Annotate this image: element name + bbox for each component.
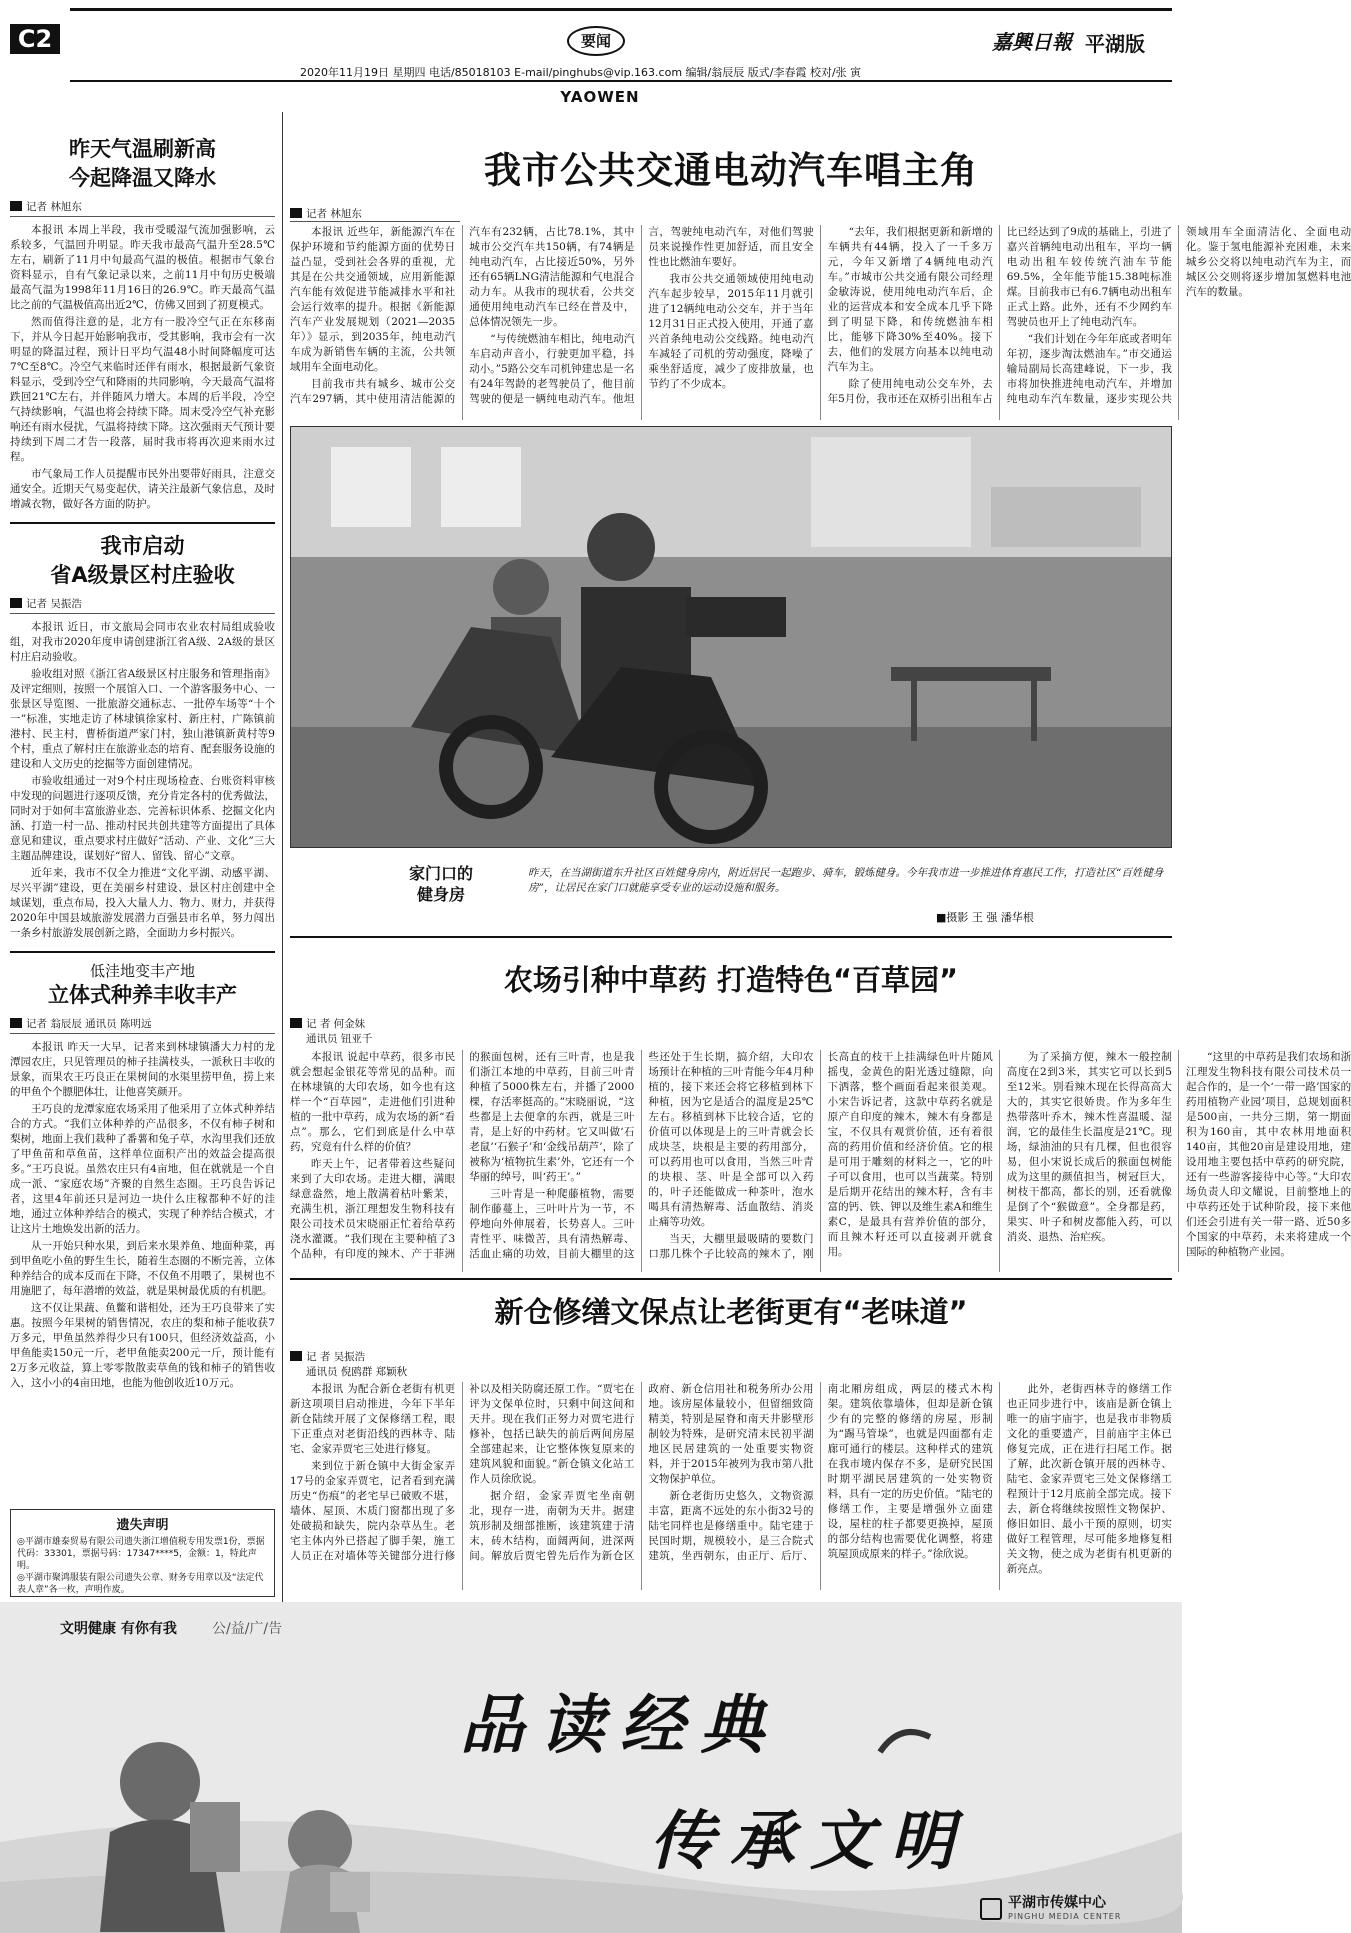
byline-marker-icon <box>290 1018 302 1028</box>
herb-para: 当天，大棚里最吸睛的要数门口那几株个子比较高的辣木了，刚长高直的枝干上挂满绿色叶片随风摇曳，金黄色的阳光透过缝隙，向下洒落，整个画面看起来很美观。小宋告诉记者，这款中草药名就是原产自印度的辣木，辣木有身都是宝，不仅具有观赏价值，还有着很高的药用价值和经济价值。它的根是可用于雕刻的材料之一，它的叶子可以食用，也可以当蔬菜。特别是后期开花结出的辣木籽，含有丰富的钙、铁、钾以及维生素A和维生素C，是最具有营养价值的部分，而且辣木籽还可以直接剥开就食用。 <box>648 1051 993 1260</box>
farm-kicker: 低洼地变丰产地 <box>89 962 195 980</box>
main-para: 目前我市共有城乡、城市公交汽车297辆，其中使用清洁能源的汽车有232辆，占比78.1%，其中城市公交汽车共150辆，有74辆是纯电动汽车，占比接近50%，另外还有65辆LNG清洁能源和气电混合动力车。从我市的现状看，公共交通使用纯电动汽车已经在普及中，总体情况领先一步。 <box>290 226 635 405</box>
notice-title: 遗失声明 <box>116 1518 169 1533</box>
top-rule <box>70 8 1172 11</box>
photo-caption: 昨天，在当湖街道东升社区百姓健身房内，附近居民一起跑步、骑车，锻炼健身。今年我市进一步推进体育惠民工作，打造社区“百姓健身房”，让居民在家门口就能享受专业的运动设施和服务。 <box>528 867 1164 894</box>
ad-illustration <box>0 1602 1182 1933</box>
main-para: “我们计划在今年年底或者明年年初，逐步淘汰燃油车。”市交通运输局副局长高建峰说，下一步，我市将加快推进纯电动汽车，并增加纯电动车汽车数量，逐步实现公共领域用车全面清洁化、全面电动化。鉴于氢电能源补充困难，未来城乡公交将以纯电动汽车为主，而城区公交则将逐步增加氢燃料电池汽车的数量。 <box>1006 226 1351 405</box>
village-para: 验收组对照《浙江省A级景区村庄服务和管理指南》及评定细则，按照一个展馆入口、一个游客服务中心、一张景区导览图、一批旅游交通标志、一批停车场等“十个一”标准，实地走访了林埭镇徐家村、新庄村，广陈镇前港村、民主村，曹桥街道严家门村，独山港镇新黄村等9个村，重点了解村庄在旅游业态的培育、配套服务设施的建设和人文历史的挖掘等方面创建情况。 <box>10 668 275 770</box>
herb-para: 为了采摘方便，辣木一般控制高度在2到3米，其实它可以长到5至12米。别看辣木现在长得高高大大的，其实它很娇贵。作为多年生热带落叶乔木，辣木性喜温暖、湿润，它的最佳生长温度是21℃。现场，绿油油的只有几棵，但也很容易，但小宋说长成后的猴面包树能成为这里的颜值担当，树冠巨大，树枝干都高，都长的别，还看就像是倒了个“猴做意”。全身都是药，果实、叶子和树皮都能入药，可以消炎、退热、治疟疾。 <box>1006 1051 1172 1243</box>
herb-para: 三叶青是一种爬藤植物，需要制作藤蔓上，三叶叶片为一节，不停地向外伸展着，长势喜人。三叶青性平、味微苦，具有清热解毒、活血止痛的功效，目前大棚里的这些还处于生长期，搞介绍，大印农场预计在种植的三叶青能今年4月种植的，接下来还会将它移植到林下种植，因为它是适合的温度是25℃左右。移植到林下比较合适，它的价值可以体现是上的三叶青就会长成块茎，块根是主要的药用部分，可以药用也可以食用，当然三叶青的块根、茎、叶是全部可以入药的，叶子还能做成一种茶叶，泡水喝具有清热解毒、活血散结、消炎止痛等功效。 <box>469 1051 814 1260</box>
weather-byline-text: 记者 林旭东 <box>26 201 82 213</box>
main-para: 本报讯 近些年，新能源汽车在保护环境和节约能源方面的优势日益凸显，受到社会各界的重视，尤其是在公共交通领域，应用新能源汽车能有效促进节能减排水平和社会运行效率的提升。根据《新能源汽车产业发展规划（2021—2035年）》显示，到2035年，纯电动汽车成为新销售车辆的主流，公共领域用车全面电动化。 <box>290 226 456 373</box>
farm-byline-text: 记者 翁辰辰 通讯员 陈明远 <box>26 1018 152 1030</box>
street-para: 新仓老街历史悠久，文物资源丰富，距离不远处的东小街32号的陆宅同样也是修缮重中。陆宅建于民国时期，规模较小，是三合院式建筑，坐西朝东，由正厅、后厅、南北厢房组成，两层的楼式木构架。建筑依靠墙体，但却是新仓镇少有的完整的修缮的房屋，形制为“踢马管垛”，也就是四面都有走廊可通行的楼层。这种样式的建筑在我市境内保存不多，是研究民国时期平湖民居建筑的一处实物资料，具有一定的历史价值。“陆宅的修缮工作，主要是增强外立面建设，屋柱的柱子都要更换掉，屋顶的部分结构也需要优化调整，将建筑屋顶成原来的样子。”徐欣说。 <box>648 1383 993 1562</box>
street-para: 此外，老街西林寺的修缮工作也正同步进行中，该庙是新仓镇上唯一的庙宇庙宇，也是我市非物质文化的重要遗产，目前庙宇主体已修复完成，正在进行扫尾工作。据了解，此次新仓镇开展的西林寺、陆宅、金家弄贾宅三处文保修缮工程预计于12月底前全部完成。接下去，新仓将继续按照性文物保护、修旧如旧、最小干预的原则，切实做好工程管理，尽可能多地修复相关文物，使之成为老街有机更新的新亮点。 <box>1006 1383 1172 1575</box>
herb-body <box>290 1050 1351 1272</box>
herb-byline <box>290 1017 410 1047</box>
herb-byline-text: 记 者 何金妹 <box>306 1018 366 1030</box>
main-byline-text: 记者 林旭东 <box>306 208 362 220</box>
main-para: 我市公共交通领域使用纯电动汽车起步较早，2015年11月就引进了12辆纯电动公交车，并于当年12月31日正式投入使用，开通了嘉兴首条纯电动公交线路。纯电动汽车减轻了司机的劳动强度，降噪了乘坐舒适度，减少了废排放量，也节约了不少成本。 <box>648 273 814 390</box>
street-byline-text: 通讯员 倪鸥群 郑颖秋 <box>306 1366 408 1378</box>
herb-byline-text: 通讯员 钮亚千 <box>306 1033 373 1045</box>
section-badge: 要闻 <box>567 26 625 56</box>
street-para: 来到位于新仓镇中大街金家弄17号的金家弄贾宅，记者看到充满历史“伤痕”的老宅早已破败不堪，墙体、屋顶、木质门窗都出现了多处破损和缺失，院内杂草丛生。老宅主体内外已搭起了脚手架，施工人员正在对墙体等关键部分进行修补以及相关防腐还原工作。“贾宅在评为文保单位时，只剩中间这间和天井。现在我们正努力对贾宅进行修补，包括已缺失的前后两间房屋全部建起来，让它整体恢复原来的建筑风貌和面貌。”新仓镇文化站工作人员徐欣说。 <box>290 1383 635 1562</box>
main-headline: 我市公共交通电动汽车唱主角 <box>484 149 978 192</box>
edition-label: 平湖版 <box>1085 32 1145 56</box>
issue-meta-line: 2020年11月19日 星期四 电话/85018103 E-mail/pinghubs@vip.163.com 编辑/翁辰辰 版式/李春霞 校对/张 寅 <box>300 66 862 79</box>
paper-name: 嘉興日報 <box>992 30 1072 54</box>
weather-article <box>10 135 275 512</box>
village-para: 市验收组通过一对9个村庄现场检查、台账资料审核中发现的问题进行逐项反馈，充分肯定各村的优秀做法，同时对于如何丰富旅游业态、完善标识体系、挖掘文化内涵、打造一村一品、推动村民共创共建等方面提出了具体意见和建议，重点要求村庄做好“活动、产业、文化”三大主题品牌建设，谋划好“留人、留钱、留心”文章。 <box>10 775 275 862</box>
main-para: “与传统燃油车相比，纯电动汽车启动声音小，行驶更加平稳，抖动小。”5路公交车司机钟建忠是一名有24年驾龄的老驾驶员了，他目前驾驶的便是一辆纯电动汽车。他坦言，驾驶纯电动汽车，对他们驾驶员来说操作性更加舒适，而且安全性也比燃油车要好。 <box>469 226 814 405</box>
masthead <box>0 0 1182 112</box>
byline-marker-icon <box>10 598 22 608</box>
ad-tagline: 文明健康 有你有我 <box>60 1621 177 1637</box>
village-headline-2: 省A级景区村庄验收 <box>50 563 235 587</box>
weather-para: 本报讯 本周上半段，我市受暖湿气流加强影响，云系较多，气温回升明显。昨天我市最高气温升至28.5℃左右，刷新了11月中旬最高气温的极值。根据市气象台资料显示，自有气象记录以来，之前11月中旬历史极端最高气温为1998年11月16日的26.9℃。昨天最高气温比之前的气温极值高出近2℃，仿佛又回到了初夏模式。 <box>10 224 275 311</box>
village-article <box>10 532 275 941</box>
gym-photo-image <box>291 427 1171 847</box>
farm-para: 这不仅让果蔬、鱼鳖和谐相处，还为王巧良带来了实惠。按照今年果树的销售情况，农庄的梨和柿子能收获7万多元，甲鱼虽然养得少只有100只，但经济效益高，小甲鱼能卖150元一斤，老甲鱼能卖200元一斤，预计能有2万多元收益，算上零零散散卖草鱼的钱和柿子的销售收入，这小小的4亩田地，也能为他创收近10万元。 <box>10 1302 275 1389</box>
village-byline <box>10 596 275 614</box>
street-byline <box>290 1350 410 1380</box>
ad-slogan-line1: 品读经典 <box>460 1688 780 1763</box>
main-body <box>290 225 1351 420</box>
article-divider <box>10 522 275 524</box>
left-column <box>10 135 275 1389</box>
article-divider <box>10 951 275 953</box>
section-rule <box>290 936 1172 938</box>
village-para: 近年来，我市不仅全力推进“文化平湖、动感平湖、尽兴平湖”建设，更在美丽乡村建设、景区村庄创建中全域谋划，重点布局，投入大量人力、物力、财力，并获得2020年中国县域旅游发展潜力百强县市名单，努力闯出一条乡村旅游发展创新之路，全面助力乡村振兴。 <box>10 867 275 939</box>
farm-body <box>10 1040 275 1389</box>
village-para: 本报讯 近日，市文旅局会同市农业农村局组成验收组，对我市2020年度申请创建浙江省A级、2A级的景区村庄启动验收。 <box>10 621 275 663</box>
street-para: 据介绍，金家弄贾宅坐南朝北，现存一进，南朝为天井。据建筑形制及细部推断，该建筑建于清末，砖木结构，面阔两间，进深两间。解放后贾宅曾先后作为新仓区政府、新仓信用社和税务所办公用地。该房屋体量较小，但留细致筒精美，特别是屋脊和南天井影壁形制较为特殊，是研究清末民初平湖地区民居建筑的一处重要实物资料，并于2015年被列为我市第八批文物保护单位。 <box>469 1383 814 1562</box>
meta-rule <box>70 80 1172 82</box>
village-body <box>10 620 275 941</box>
gym-photo <box>290 426 1172 848</box>
street-para: 本报讯 为配合新仓老街有机更新这项项目启动推进，今年下半年新仓陆续开展了文保修缮工程，眼下正重点对老街沿线的西林寺、陆宅、金家弄贾宅三处进行修复。 <box>290 1383 456 1455</box>
lost-notice <box>10 1509 275 1597</box>
public-service-ad <box>0 1602 1182 1933</box>
media-center-logo-icon <box>980 1898 1002 1920</box>
ad-category: 公/益/广/告 <box>212 1621 283 1637</box>
herb-para: 本报讯 说起中草药，很多市民就会想起金银花等常见的品种。而在林埭镇的大印农场，如今也有这样一个“百草园”，走进他们引进种植的一批中草药，成为农场的新“看点”。那么，它们到底是什么中草药，究竟有什么样的价值？ <box>290 1051 456 1153</box>
photo-credit: ■摄影 王 强 潘华根 <box>936 911 1034 924</box>
farm-para: 从一开始只种水果，到后来水果养鱼、地面种菜，再到甲鱼吃小鱼的野生生长，随着生态圈的不断完善，立体种养结合的成本反而在下降，不仅鱼不用喂了，果树也不用施肥了，每年潜增的效益，就是果树最优质的有机肥。 <box>10 1240 275 1297</box>
street-body <box>290 1382 1172 1590</box>
herb-para: 昨天上午，记者带着这些疑问来到了大印农场。走进大棚，满眼绿意盎然，地上散满着枯叶紫茉，充满生机，浙江理想发生物科技有限公司技术员宋晓丽正忙着给草药浇水灌溉。“我们现在主要种植了3个品种，有印度的辣木、产于菲洲的猴面包树，还有三叶青，也是我们浙江本地的中草药，目前三叶青种植了5000株左右，并播了2000棵，存活率挺高的。”宋晓丽说，“这些都是上去便拿的东西，就是三叶青，是上好的中药材。它又叫做‘石老鼠’‘石猴子’和‘金线吊葫芦’，除了被称为‘植物抗生素’外，它还有一个华丽的绰号，叫‘药王’。” <box>290 1051 635 1260</box>
column-divider <box>282 112 283 1602</box>
street-headline: 新仓修缮文保点让老街更有“老味道” <box>494 1295 968 1329</box>
page-number: C2 <box>10 24 60 54</box>
farm-article <box>10 961 275 1389</box>
byline-marker-icon <box>10 1018 22 1028</box>
weather-para: 市气象局工作人员提醒市民外出要带好雨具，注意交通安全。近期天气易变起伏，请关注最新气象信息，及时增减衣物，做好各方面的防护。 <box>10 468 275 510</box>
ad-slogan-line2: 传承文明 <box>650 1804 970 1879</box>
farm-para: 王巧良的龙潭家庭农场采用了他采用了立体式种养结合的方式。“我们立体种养的产品很多，不仅有柿子树和梨树，地面上我们栽种了番薯和兔子草，水沟里我们还放了甲鱼苗和草鱼苗，这样单位面积产出的效益会提高很多。”王巧良说。虽然农庄只有4亩地，但在就就是一个自成一派、“家庭农场”齐聚的自然生态圈。王巧良告诉记者，这里4年前还只是河边一块什么庄稼都种不好的洼地，通过立体种养结合的模式，实现了种养结合模式，才让这片土地焕发出新的活力。 <box>10 1103 275 1235</box>
weather-body <box>10 223 275 512</box>
weather-byline <box>10 199 275 217</box>
byline-marker-icon <box>290 208 302 218</box>
main-byline <box>290 206 460 222</box>
notice-line: ◎平湖市聚鸿服装有限公司遗失公章、财务专用章以及“法定代表人章”各一枚，声明作废。 <box>17 1573 264 1595</box>
farm-headline: 立体式种养丰收丰产 <box>48 983 237 1007</box>
village-byline-text: 记者 吴振浩 <box>26 598 82 610</box>
main-para: “去年，我们根据更新和新增的车辆共有44辆，投入了一千多万元，今年又新增了4辆纯电动汽车。”市城市公共交通有限公司经理金敏涛说，使用纯电动汽车后，企业的运营成本和安全成本几乎下降到了明显下降，和传统燃油车相比，能够下降30%至40%。接下去，他们的发展方向基本以纯电动汽车为主。 <box>827 226 993 373</box>
ad-sponsor: 平湖市传媒中心 <box>1008 1895 1106 1911</box>
notice-line: ◎平湖市雄泰贸易有限公司遗失浙江增值税专用发票1份，票据代码：33301，票据号码：17347****5，金额：1，特此声明。 <box>17 1537 265 1571</box>
street-byline-text: 记 者 吴振浩 <box>306 1351 366 1363</box>
herb-para: “这里的中草药是我们农场和浙江理发生物科技有限公司技术员一起合作的，是一个‘一带一路’国家的药用植物产业园’项目，总规划面积是500亩，一共分三期，第一期面积为160亩，其中农林用地面积140亩，其他20亩是建设用地，建设用地主要包括中草药的研究院，还有一些游客接待中心等。”大印农场负责人印文耀说，目前整地上的中草药还处于试种阶段，接下来他们还会引进有关一带一路、近50多个国家的中草药，未来将建成一个国际的种植物产业园。 <box>1185 1051 1351 1258</box>
photo-label: 家门口的健身房 <box>408 864 473 904</box>
weather-headline-2: 今起降温又降水 <box>69 166 216 190</box>
section-pinyin: YAOWEN <box>560 88 640 106</box>
byline-marker-icon <box>290 1351 302 1361</box>
section-rule <box>290 1278 1172 1280</box>
farm-para: 本报讯 昨天一大早，记者来到林埭镇潘大力村的龙潭园农庄，只见管理员的柿子挂满枝头，一派秋日丰收的景象，而果农王巧良正在果树间的水渠里捞甲鱼，捞上来的甲鱼个个膘肥体壮，让他喜笑颜开。 <box>10 1041 275 1098</box>
herb-headline: 农场引种中草药 打造特色“百草园” <box>503 963 959 997</box>
weather-para: 然而值得注意的是，北方有一股冷空气正在东移南下，并从今日起开始影响我市，受其影响，我市会有一次明显的降温过程，预计日平均气温48小时间降幅度可达7℃至8℃。冷空气来临时还伴有雨水，根据最新气象资料显示，受到冷空气和降雨的共同影响，今天最高气温将跌回21℃左右，并伴随风力增大。本周的后半段，冷空气持续影响，气温也将会持续下降。周末受冷空气补充影响还有雨水侵扰，气温将持续下降。这次强雨天气预计要持续到下周二才告一段落，届时我市将再次迎来雨水过程。 <box>10 316 275 463</box>
village-headline-1: 我市启动 <box>100 534 185 558</box>
byline-marker-icon <box>10 201 22 211</box>
main-para: 除了使用纯电动公交车外，去年5月份，我市还在双桥引出租车占比已经达到了9成的基础上，引进了嘉兴首辆纯电动出租车，平均一辆电动出租车较传统汽油车节能69.5%，全年能节能15.38吨标准煤。目前我市已有6.7辆电动出租车正式上路。此外，还有不少网约车驾驶员也开上了纯电动汽车。 <box>827 226 1172 405</box>
ad-sponsor-en: PINGHU MEDIA CENTER <box>1008 1912 1122 1921</box>
farm-byline <box>10 1016 275 1034</box>
weather-headline-1: 昨天气温刷新高 <box>69 137 216 161</box>
